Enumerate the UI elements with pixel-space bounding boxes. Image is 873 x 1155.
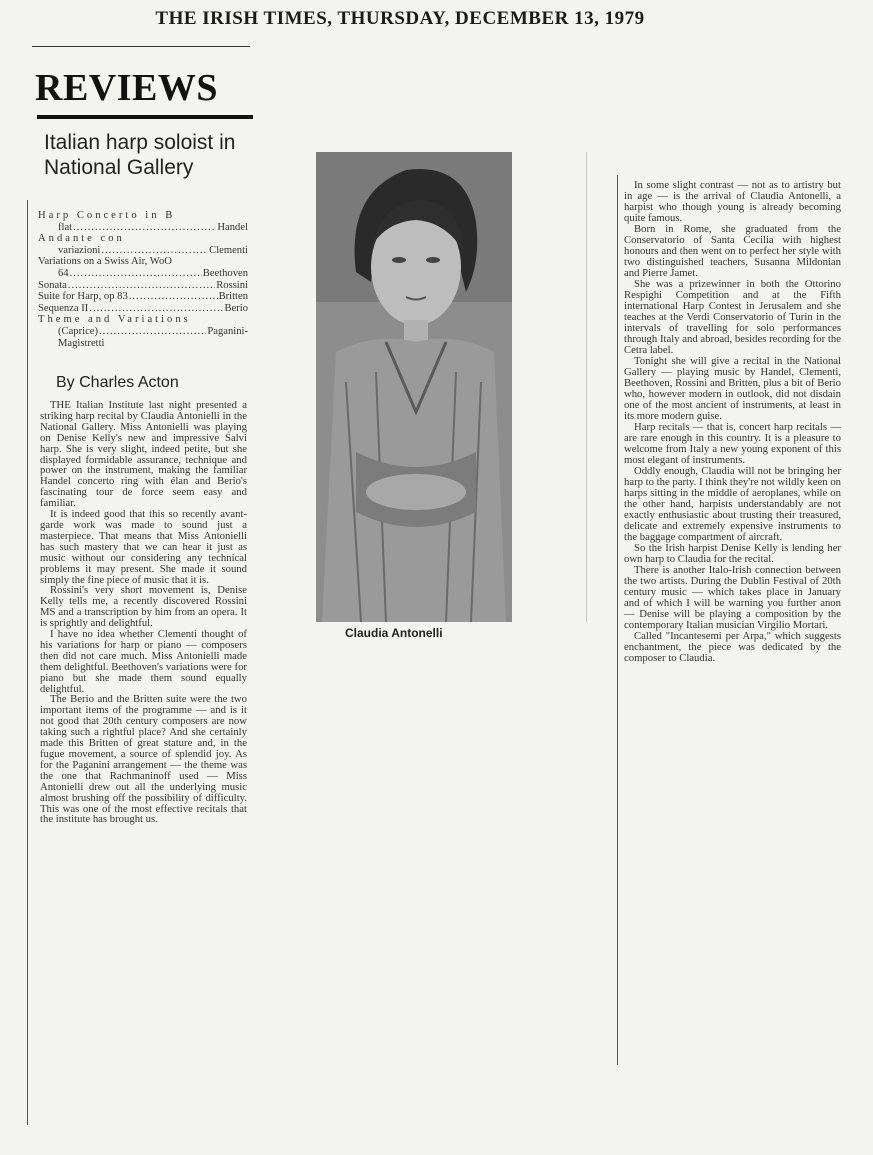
article-left-column (40, 400, 247, 825)
article-paragraph: Tonight she will give a recital in the National Gallery — playing music by Handel, Clementi, Beethoven, Rossini and Britten, plus a bit of Berio who, however modern in outlook, did not disdain one of the most ancient of instruments, at least in its more modern guise. (624, 355, 841, 422)
article-paragraph: It is indeed good that this so recently avant-garde work was made to sound just a masterpiece. That means that Miss Antonielli has such mastery that we can hear it just as music without our considering any technical problems it may present. She made it sound simply the fine piece of music that it is. (40, 508, 247, 586)
article-paragraph: Oddly enough, Claudia will not be bringing her harp to the party. I think they're not wildly keen on harps sitting in the middle of aeroplanes, while on the other hand, harpists understandably are not exactly enthusiastic about trusting their treasured, delicate and extremely expensive instruments to the baggage compartment of aircraft. (624, 465, 842, 543)
top-rule (32, 46, 250, 47)
article-paragraph: In some slight contrast — not as to artistry but in age — is the arrival of Claudia Antonelli, a harpist who though young is already becoming quite famous. (624, 179, 841, 224)
article-paragraph: Harp recitals — that is, concert harp recitals — are rare enough in this country. It is a pleasure to welcome from Italy a new young exponent of this most elegant of instruments. (624, 421, 841, 466)
byline: By Charles Acton (56, 374, 179, 391)
programme-item: Sequenza II ..... Berio (38, 303, 248, 315)
newspaper-masthead: THE IRISH TIMES, THURSDAY, DECEMBER 13, 1979 (155, 8, 645, 29)
article-paragraph: Rossini's very short movement is, Denise Kelly tells me, a recently discovered Rossini MS and a transcription by him from an opera. It is sprightly and delightful. (40, 584, 247, 630)
article-paragraph: THE Italian Institute last night presented a striking harp recital by Claudia Antonielli in the National Gallery. Miss Antonielli was playing on Denise Kelly's new and impressive Salvi harp. She is very slight, indeed petite, but she displayed formidable assurance, technique and power on the instrument, making the familiar Handel concerto ring with élan and Berio's fascinating tour de force seem easy and familiar. (40, 399, 247, 510)
section-heading: REVIEWS (35, 67, 218, 109)
programme-item: Magistretti (58, 337, 105, 349)
article-paragraph: I have no idea whether Clementi thought of his variations for harp or piano — composers then did not care much. Miss Antonielli made them delightful. Beethoven's variations were for piano but she made them sound equally delightful. (40, 628, 247, 695)
programme-item: Variations on a Swiss Air, WoO (38, 256, 172, 268)
article-right-column (624, 180, 841, 664)
left-column-rule (27, 200, 28, 1125)
photo-border (512, 152, 587, 622)
programme-item: Suite for Harp, op 83 ..... Britten (38, 291, 248, 303)
portrait-photo (316, 152, 512, 622)
article-paragraph: The Berio and the Britten suite were the two important items of the programme — and is it not good that 20th century composers are now taking such a rightful place? And she certainly made this Britten of great stature and, in the fugue movement, a source of splendid joy. As for the Paganini arrangement — the theme was the one that Rachmaninoff used — Miss Antonielli drew out all the underlying music almost brushing off the possibility of difficulty. This was one of the most effective recitals that the institute has brought us. (40, 693, 247, 826)
programme-item: (Caprice) ..... Paganini- (38, 326, 248, 338)
article-paragraph: So the Irish harpist Denise Kelly is lending her own harp to Claudia for the recital. (624, 542, 841, 565)
article-paragraph: She was a prizewinner in both the Ottorino Respighi Competition and at the Fifth international Harp Contest in Jerusalem and she teaches at the Verdi Conservatorio of Turin in the intervals of travelling for solo performances through Italy and abroad, besides recording for the Cetra label. (624, 278, 841, 356)
portrait-illustration (316, 152, 512, 622)
concert-programme (38, 210, 248, 349)
section-rule (37, 115, 253, 119)
article-headline: Italian harp soloist in National Gallery (44, 131, 236, 179)
photo-caption: Claudia Antonelli (345, 626, 443, 640)
article-paragraph: There is another Italo-Irish connection between the two artists. During the Dublin Festival of 20th century music — which takes place in January and of which I will be warning you further anon — Denise will be playing a composition by the contemporary Italian musician Virgilio Mortari. (624, 564, 841, 631)
programme-item: Harp Concerto in B (38, 210, 176, 221)
programme-item: 64 ..... Beethoven (38, 268, 248, 280)
programme-item: flat ..... Handel (38, 222, 248, 234)
article-paragraph: Called "Incantesemi per Arpa," which suggests enchantment, the piece was dedicated by the composer to Claudia. (624, 630, 841, 664)
article-paragraph: Born in Rome, she graduated from the Conservatorio of Santa Cecilia with highest honours and then went on to perfect her style with two distinguished teachers, Susanna Mildonian and Pierre Jamet. (624, 223, 841, 279)
programme-item: Theme and Variations (38, 314, 191, 326)
programme-item: Sonata ..... Rossini (38, 280, 248, 292)
programme-item: Andante con (38, 233, 125, 245)
programme-item: variazioni ..... Clementi (38, 245, 248, 257)
right-column-rule (617, 175, 618, 1065)
